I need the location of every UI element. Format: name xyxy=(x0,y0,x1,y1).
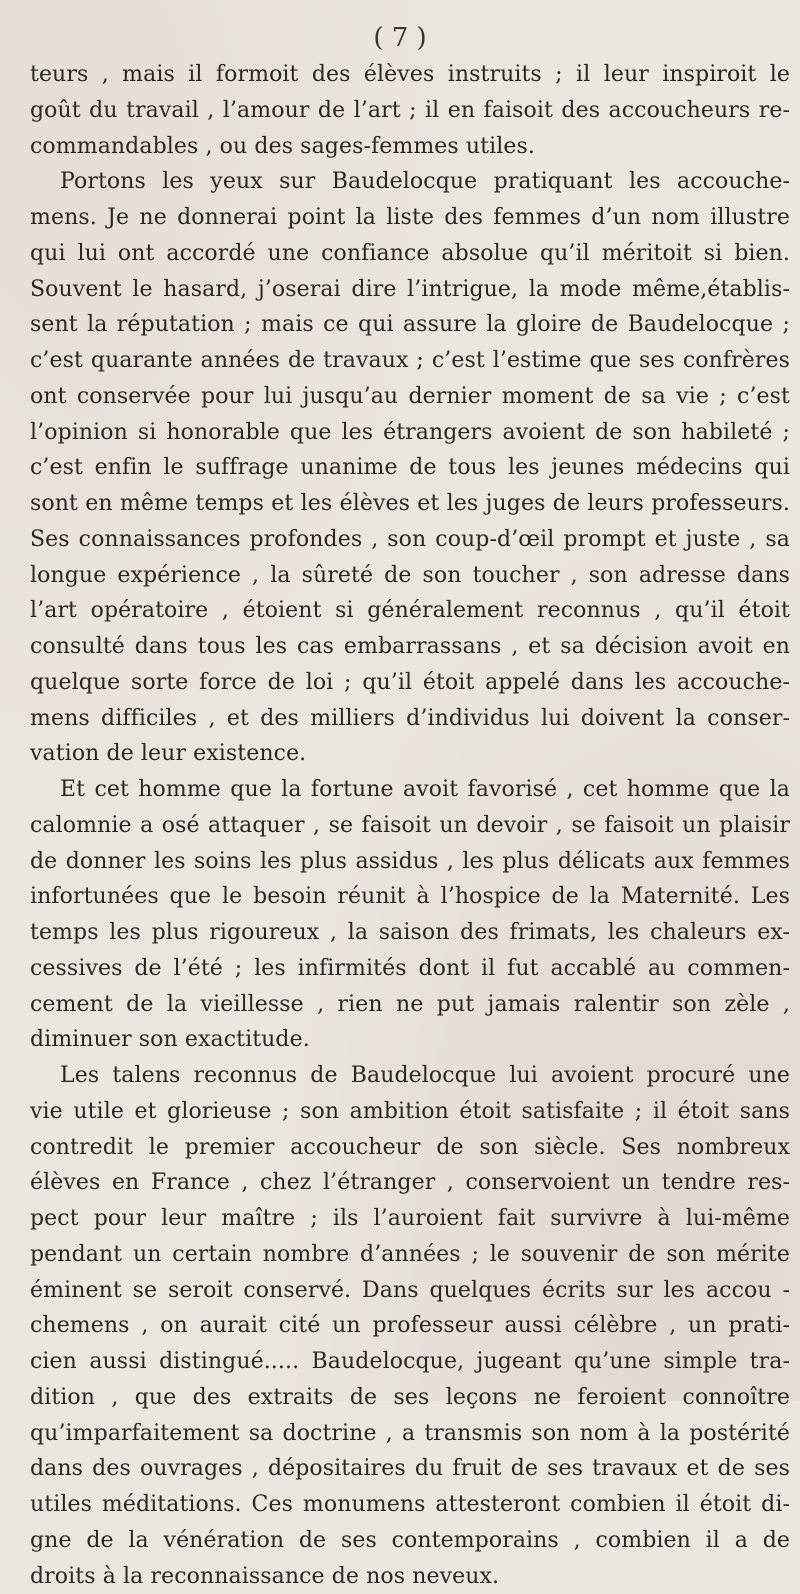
text-line: utiles méditations. Ces monumens attesteront combien il étoit di- xyxy=(30,1487,790,1523)
text-line: Ses connaissances profondes , son coup-d’œil prompt et juste , sa xyxy=(30,522,790,558)
text-line: Portons les yeux sur Baudelocque pratiquant les accouche- xyxy=(30,164,790,200)
text-line: c’est quarante années de travaux ; c’est l’estime que ses confrères xyxy=(30,343,790,379)
text-line: éminent se seroit conservé. Dans quelques écrits sur les accou - xyxy=(30,1273,790,1309)
text-line: infortunées que le besoin réunit à l’hospice de la Maternité. Les xyxy=(30,879,790,915)
text-line: Et cet homme que la fortune avoit favorisé , cet homme que la xyxy=(30,772,790,808)
text-line: pendant un certain nombre d’années ; le souvenir de son mérite xyxy=(30,1237,790,1273)
text-line: chemens , on aurait cité un professeur aussi célèbre , un prati- xyxy=(30,1308,790,1344)
text-line: vie utile et glorieuse ; son ambition étoit satisfaite ; il étoit sans xyxy=(30,1094,790,1130)
text-line: commandables , ou des sages-femmes utiles. xyxy=(30,129,790,165)
text-line: Souvent le hasard, j’oserai dire l’intrigue, la mode même,établis- xyxy=(30,272,790,308)
body-text xyxy=(30,57,790,1594)
text-line: diminuer son exactitude. xyxy=(30,1022,790,1058)
text-line: goût du travail , l’amour de l’art ; il en faisoit des accoucheurs re- xyxy=(30,93,790,129)
text-line: calomnie a osé attaquer , se faisoit un devoir , se faisoit un plaisir xyxy=(30,808,790,844)
text-line: pect pour leur maître ; ils l’auroient fait survivre à lui-même xyxy=(30,1201,790,1237)
text-line: temps les plus rigoureux , la saison des frimats, les chaleurs ex- xyxy=(30,915,790,951)
text-line: cessives de l’été ; les infirmités dont il fut accablé au commen- xyxy=(30,951,790,987)
text-line: droits à la reconnaissance de nos neveux. xyxy=(30,1559,790,1594)
text-line: l’art opératoire , étoient si généralement reconnus , qu’il étoit xyxy=(30,593,790,629)
text-line: consulté dans tous les cas embarrassans , et sa décision avoit en xyxy=(30,629,790,665)
text-line: qu’imparfaitement sa doctrine , a transmis son nom à la postérité xyxy=(30,1416,790,1452)
text-line: cement de la vieillesse , rien ne put jamais ralentir son zèle , xyxy=(30,987,790,1023)
text-line: cien aussi distingué..... Baudelocque, jugeant qu’une simple tra- xyxy=(30,1344,790,1380)
text-line: gne de la vénération de ses contemporains , combien il a de xyxy=(30,1523,790,1559)
text-line: sont en même temps et les élèves et les juges de leurs professeurs. xyxy=(30,486,790,522)
text-line: dition , que des extraits de ses leçons ne feroient connoître xyxy=(30,1380,790,1416)
text-line: longue expérience , la sûreté de son toucher , son adresse dans xyxy=(30,558,790,594)
text-line: c’est enfin le suffrage unanime de tous les jeunes médecins qui xyxy=(30,450,790,486)
text-line: sent la réputation ; mais ce qui assure la gloire de Baudelocque ; xyxy=(30,307,790,343)
text-line: teurs , mais il formoit des élèves instruits ; il leur inspiroit le xyxy=(30,57,790,93)
text-line: mens difficiles , et des milliers d’individus lui doivent la conser- xyxy=(30,701,790,737)
text-line: qui lui ont accordé une confiance absolue qu’il méritoit si bien. xyxy=(30,236,790,272)
text-line: mens. Je ne donnerai point la liste des femmes d’un nom illustre xyxy=(30,200,790,236)
text-line: contredit le premier accoucheur de son siècle. Ses nombreux xyxy=(30,1130,790,1166)
text-line: l’opinion si honorable que les étrangers avoient de son habileté ; xyxy=(30,415,790,451)
text-line: ont conservée pour lui jusqu’au dernier moment de sa vie ; c’est xyxy=(30,379,790,415)
text-line: de donner les soins les plus assidus , les plus délicats aux femmes xyxy=(30,844,790,880)
page-number: ( 7 ) xyxy=(0,10,800,66)
text-line: Les talens reconnus de Baudelocque lui avoient procuré une xyxy=(30,1058,790,1094)
text-line: élèves en France , chez l’étranger , conservoient un tendre res- xyxy=(30,1165,790,1201)
text-line: vation de leur existence. xyxy=(30,736,790,772)
text-line: quelque sorte force de loi ; qu’il étoit appelé dans les accouche- xyxy=(30,665,790,701)
text-line: dans des ouvrages , dépositaires du fruit de ses travaux et de ses xyxy=(30,1451,790,1487)
